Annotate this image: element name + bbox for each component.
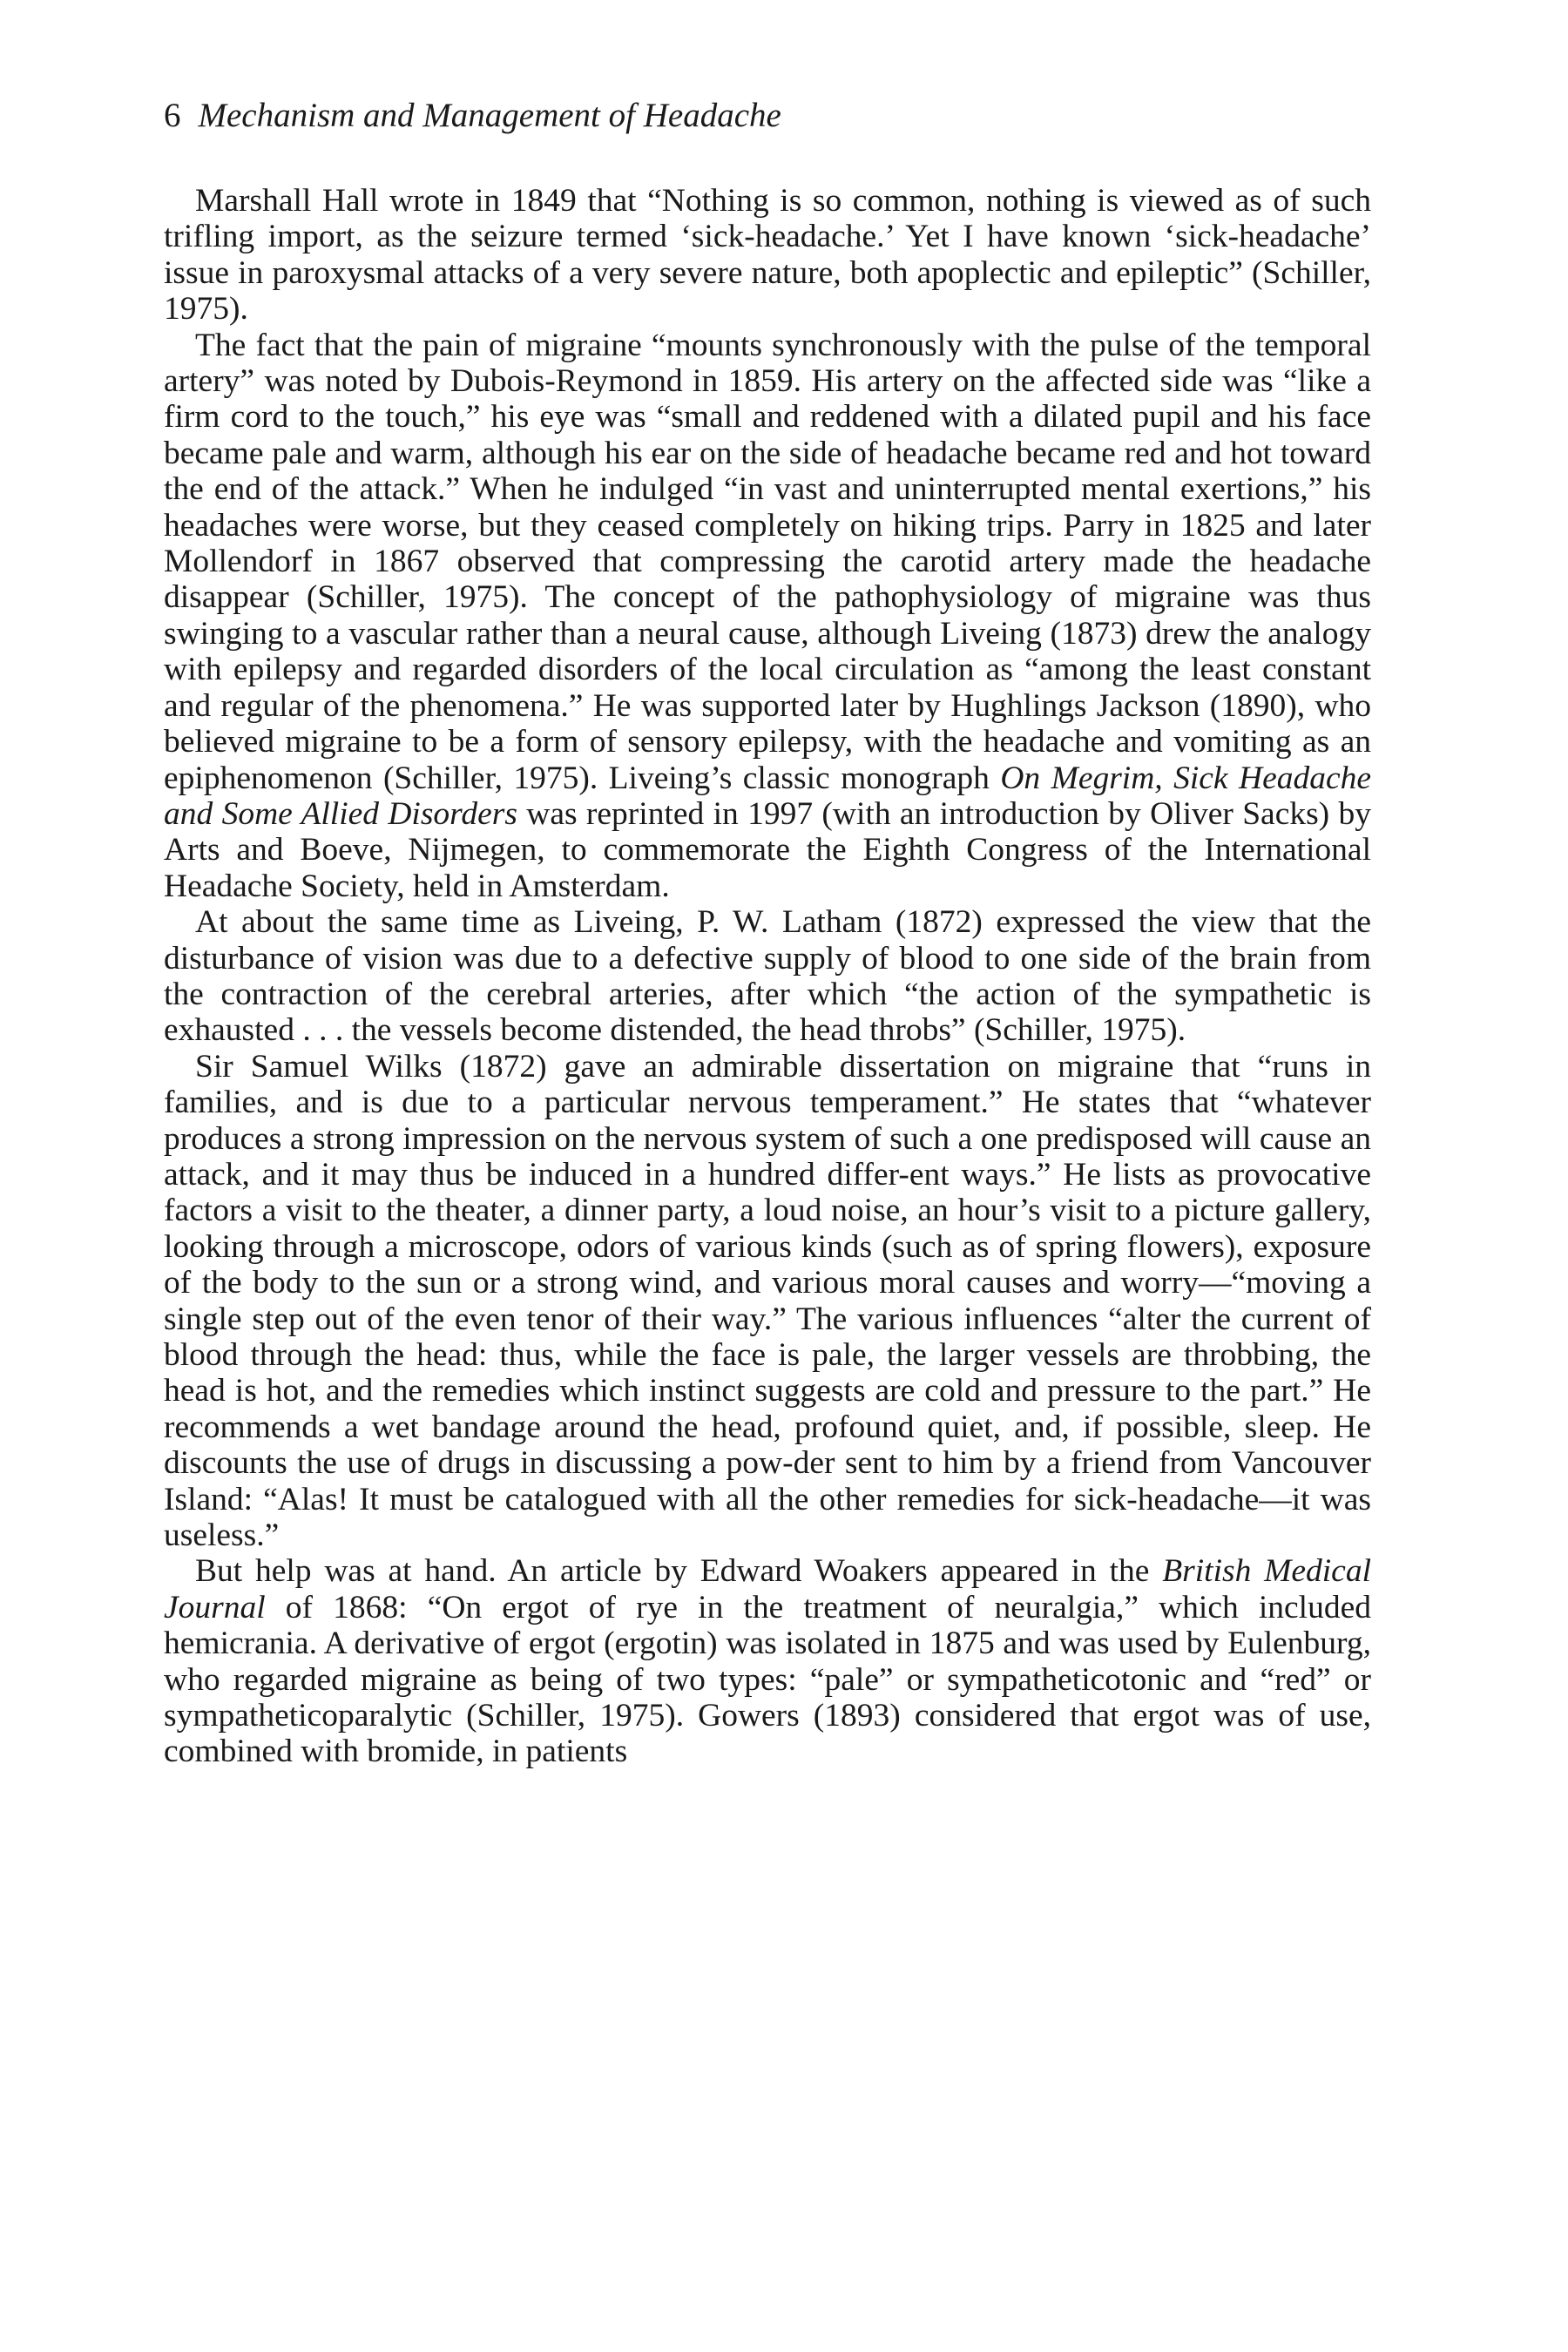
journal-title: British Medical Journal bbox=[164, 1553, 1371, 1625]
paragraph-3 bbox=[164, 904, 1371, 1049]
running-head bbox=[164, 94, 781, 138]
paragraph-4-text: Sir Samuel Wilks (1872) gave an admirable dissertation on migraine that “runs in families, and is due to a particular nervous temperament.” He states that “whatever produces a strong impression on the nervous system of such a one predisposed will cause an attack, and it may thus be induced in a hundred differ-ent ways.” He lists as provocative factors a visit to the theater, a dinner party, a loud noise, an hour’s visit to a picture gallery, looking through a microscope, odors of various kinds (such as of spring flowers), exposure of the body to the sun or a strong wind, and various moral causes and worry—“moving a single step out of the even tenor of their way.” The various influences “alter the current of blood through the head: thus, while the face is pale, the larger vessels are throbbing, the head is hot, and the remedies which instinct suggests are cold and pressure to the part.” He recommends a wet bandage around the head, profound quiet, and, if possible, sleep. He discounts the use of drugs in discussing a pow-der sent to him by a friend from Vancouver Island: “Alas! It must be catalogued with all the other remedies for sick-headache—it was useless.” bbox=[164, 1048, 1371, 1554]
monograph-title: On Megrim, Sick Headache and Some Allied Disorders bbox=[164, 760, 1371, 832]
page-number: 6 bbox=[164, 97, 181, 134]
paragraph-3-text: At about the same time as Liveing, P. W. Latham (1872) expressed the view that the disturbance of vision was due to a defective supply of blood to one side of the brain from the contraction of the cerebral arteries, after which “the action of the sympathetic is exhausted . . . the vessels become distended, the head throbs” (Schiller, 1975). bbox=[164, 904, 1371, 1049]
paragraph-2-text-b: was reprinted in 1997 (with an introduction by Oliver Sacks) by Arts and Boeve, Nijmegen, to commemorate the Eighth Congress of the International Headache Society, held in Amsterdam. bbox=[164, 795, 1371, 904]
paragraph-1 bbox=[164, 183, 1371, 328]
paragraph-5-text-a: But help was at hand. An article by Edward Woakers appeared in the bbox=[195, 1553, 1163, 1590]
paragraph-2 bbox=[164, 328, 1371, 905]
paragraph-1-text: Marshall Hall wrote in 1849 that “Nothing is so common, nothing is viewed as of such trifling import, as the seizure termed ‘sick-headache.’ Yet I have known ‘sick-headache’ issue in paroxysmal attacks of a very severe nature, both apoplectic and epileptic” (Schiller, 1975). bbox=[164, 183, 1371, 328]
body-text bbox=[164, 183, 1371, 1770]
paragraph-5 bbox=[164, 1553, 1371, 1769]
book-title: Mechanism and Management of Headache bbox=[198, 97, 781, 134]
paragraph-2-text-a: The fact that the pain of migraine “mounts synchronously with the pulse of the temporal artery” was noted by Dubois-Reymond in 1859. His artery on the affected side was “like a firm cord to the touch,” his eye was “small and reddened with a dilated pupil and his face became pale and warm, although his ear on the side of headache became red and hot toward the end of the attack.” When he indulged “in vast and uninterrupted mental exertions,” his headaches were worse, but they ceased completely on hiking trips. Parry in 1825 and later Mollendorf in 1867 observed that compressing the carotid artery made the headache disappear (Schiller, 1975). The concept of the pathophysiology of migraine was thus swinging to a vascular rather than a neural cause, although Liveing (1873) drew the analogy with epilepsy and regarded disorders of the local circulation as “among the least constant and regular of the phenomena.” He was supported later by Hughlings Jackson (1890), who believed migraine to be a form of sensory epilepsy, with the headache and vomiting as an epiphenomenon (Schiller, 1975). Liveing’s classic monograph bbox=[164, 327, 1371, 796]
paragraph-5-text-b: of 1868: “On ergot of rye in the treatment of neuralgia,” which included hemicrania. A derivative of ergot (ergotin) was isolated in 1875 and was used by Eulenburg, who regarded migraine as being of two types: “pale” or sympatheticotonic and “red” or sympatheticoparalytic (Schiller, 1975). Gowers (1893) considered that ergot was of use, combined with bromide, in patients bbox=[164, 1589, 1371, 1770]
paragraph-4 bbox=[164, 1049, 1371, 1554]
